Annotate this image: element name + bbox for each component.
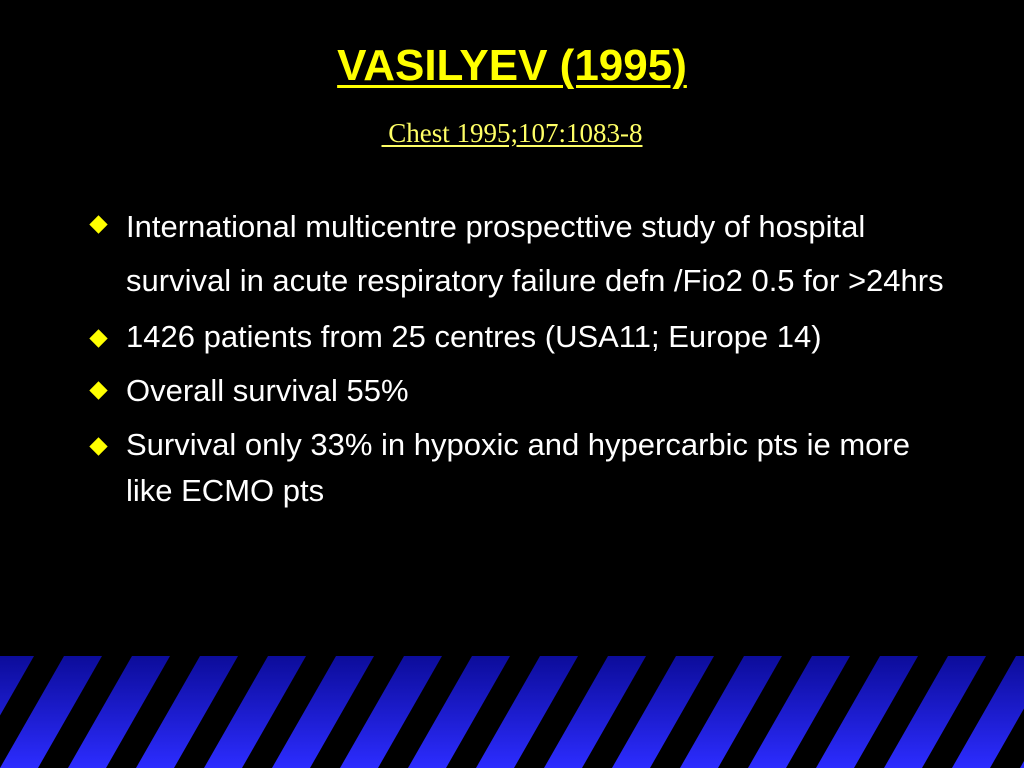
bullet-text: 1426 patients from 25 centres (USA11; Europe 14) — [126, 319, 822, 354]
bullet-text: Overall survival 55% — [126, 373, 409, 408]
slide-title: VASILYEV (1995) — [337, 41, 687, 90]
yellow-diamond-icon — [89, 215, 107, 233]
list-item — [88, 366, 948, 416]
bullet-list — [88, 200, 948, 520]
citation-subtitle: Chest 1995;107:1083-8 — [381, 118, 643, 148]
bullet-text: International multicentre prospecttive study of hospital survival in acute respiratory failure defn /Fio2 0.5 for >24hrs — [126, 209, 944, 298]
list-item — [88, 200, 948, 308]
list-item — [88, 422, 948, 514]
list-item — [88, 314, 948, 360]
yellow-diamond-icon — [89, 381, 107, 399]
bullet-text: Survival only 33% in hypoxic and hypercarbic pts ie more like ECMO pts — [126, 427, 910, 508]
decorative-stripe-band — [0, 656, 1024, 768]
yellow-diamond-icon — [89, 437, 107, 455]
yellow-diamond-icon — [89, 329, 107, 347]
